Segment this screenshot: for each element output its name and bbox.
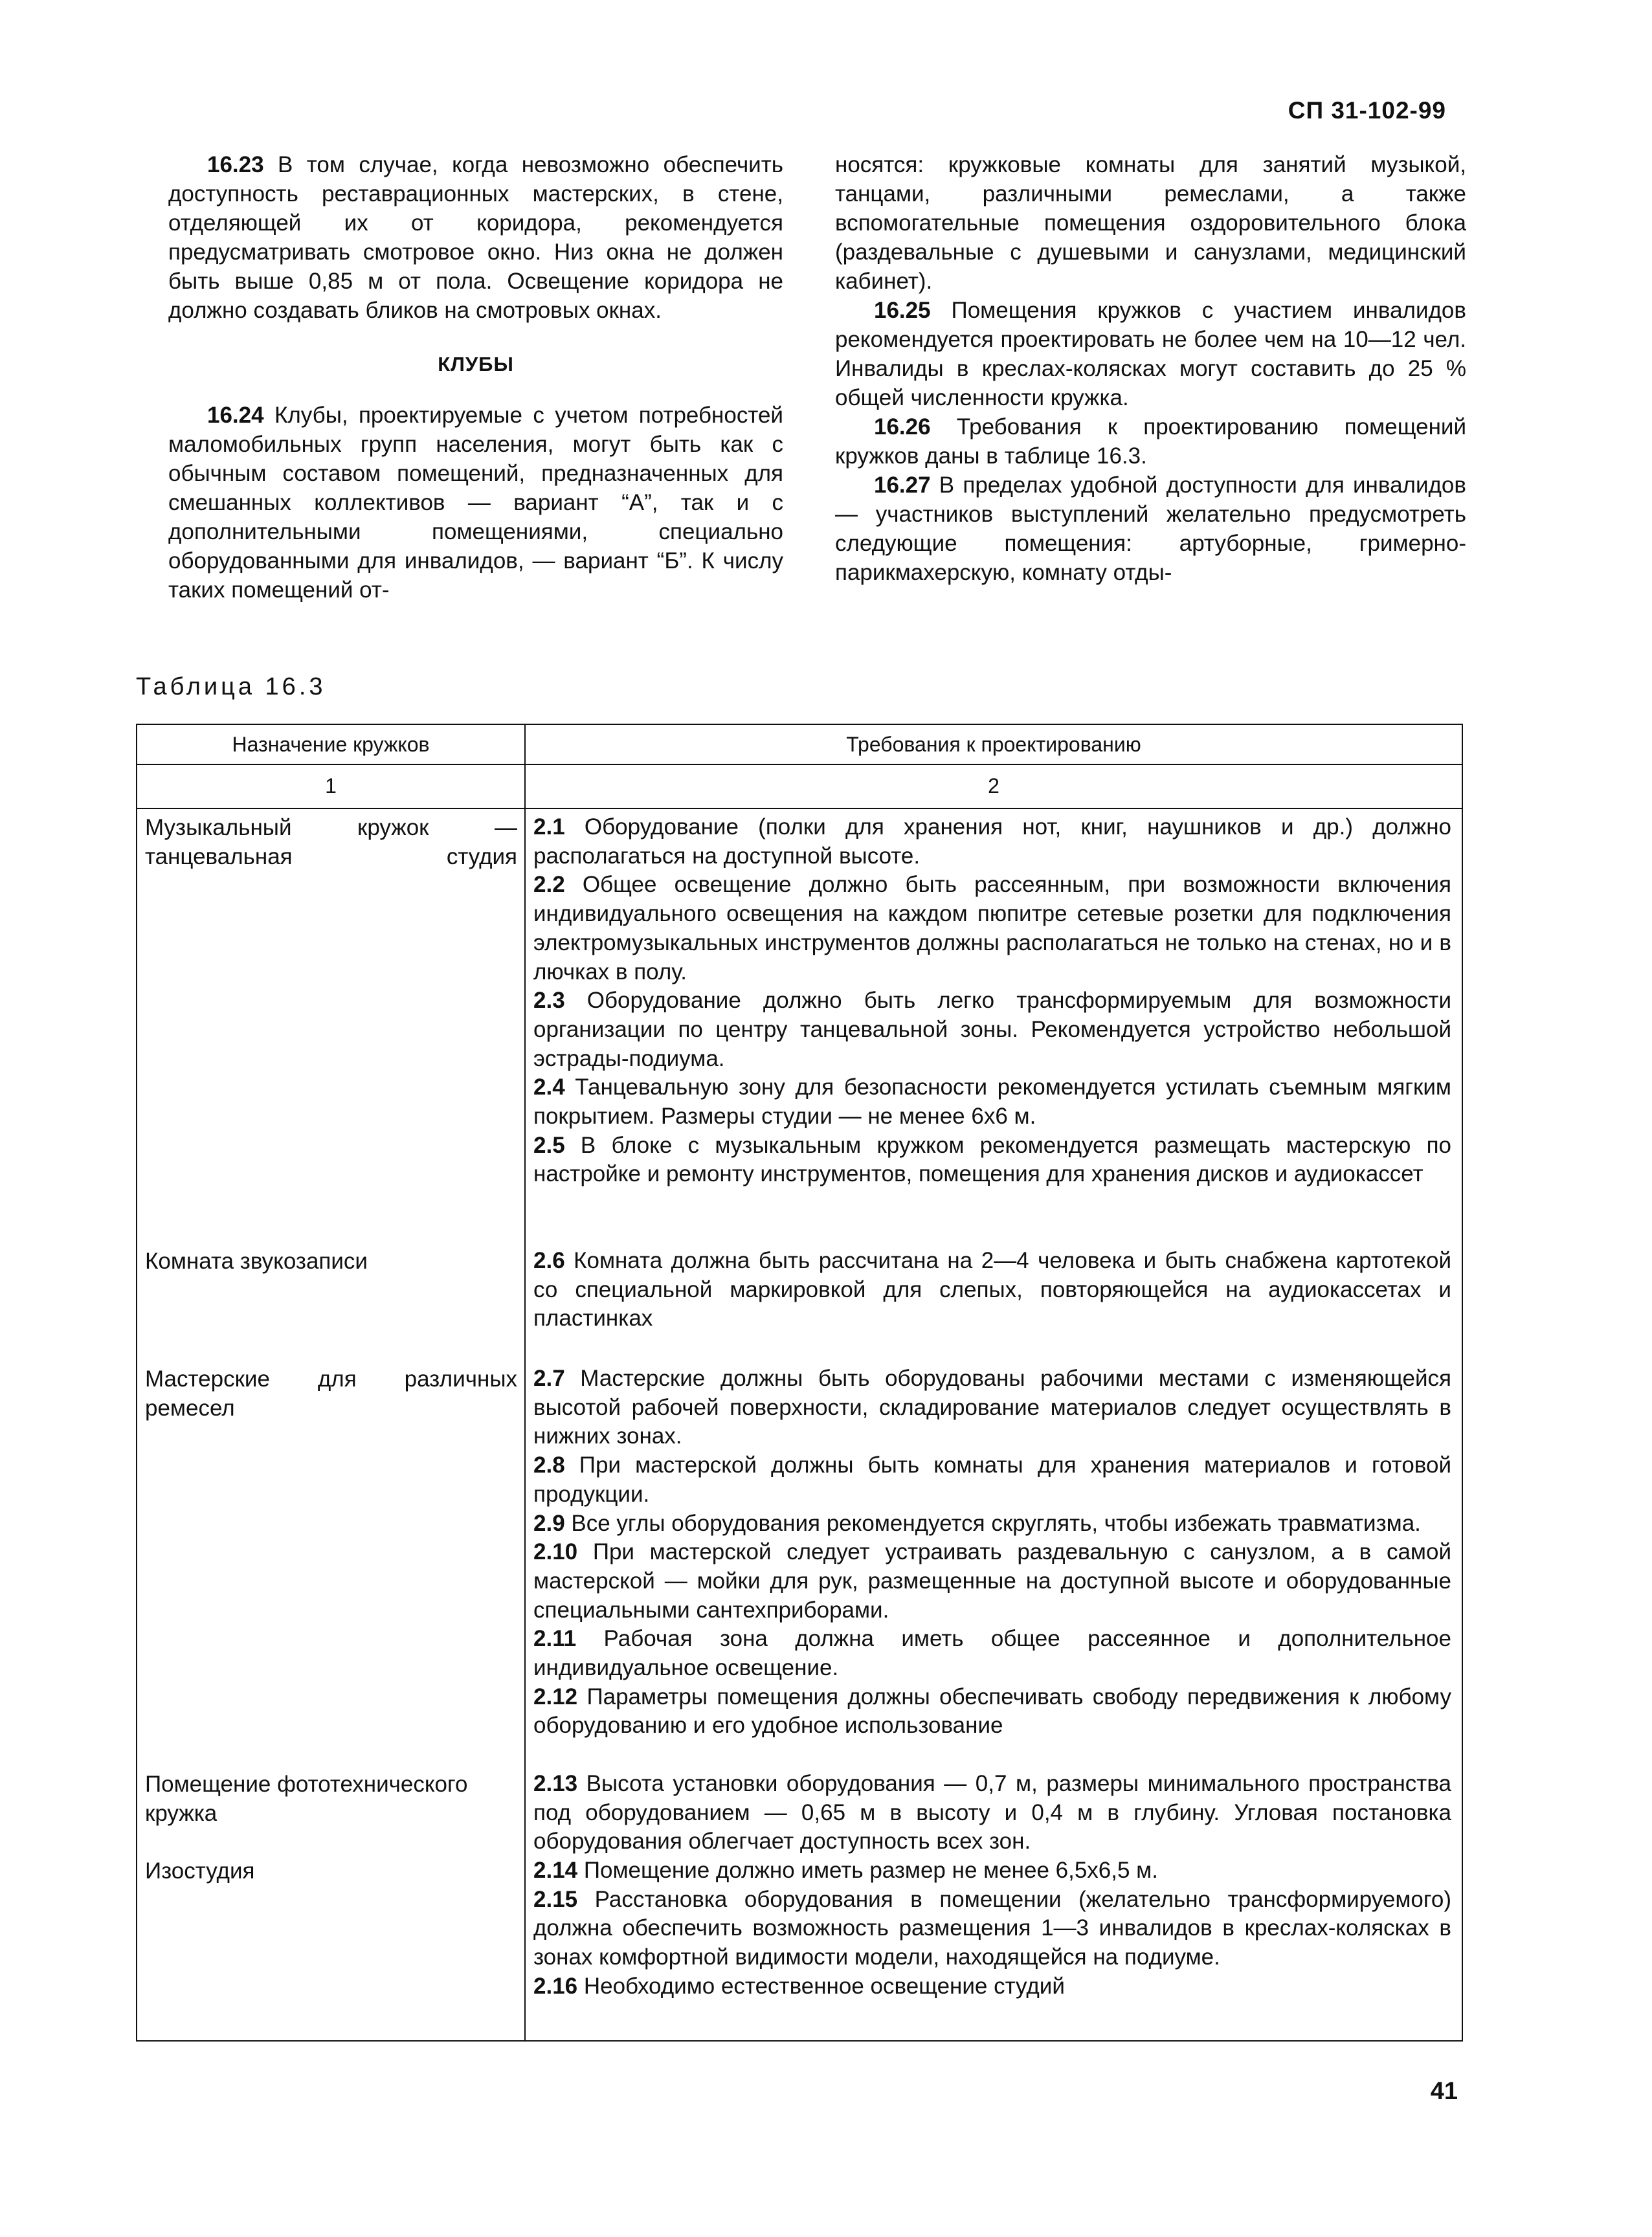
clause-number: 16.26 [874,414,931,440]
paragraph-16-25 [835,296,1466,412]
requirement-item: 2.9 Все углы оборудования рекомендуется скруглять, чтобы избежать травматизма. [533,1510,1421,1536]
requirement-item: 2.12 Параметры помещения должны обеспечивать свободу передвижения к любому оборудованию и его удобное использование [533,1684,1451,1739]
requirement-item: 2.4 Танцевальную зону для безопасности рекомендуется устилать съемным мягким покрытием. Размеры студии — не менее 6х6 м. [533,1074,1451,1130]
requirement-item: 2.16 Необходимо естественное освещение студий [533,1973,1065,1999]
paragraph-text: В том случае, когда невозможно обеспечить доступность реставрационных мастерских, в стене, отделяющей их от коридора, рекомендуется предусматривать смотровое окно. Низ окна не должен быть выше 0,85 м от пола. Освещение коридора не должно создавать бликов на смотровых окнах. [168,152,783,323]
row-label-music: Музыкальный кружок — танцевальная студия [145,815,517,869]
page-number: 41 [1430,2078,1458,2105]
left-column [168,150,783,605]
requirement-item: 2.14 Помещение должно иметь размер не менее 6,5х6,5 м. [533,1858,1158,1883]
paragraph-text: Требования к проектированию помещений кружков даны в таблице 16.3. [835,414,1466,469]
requirement-item: 2.10 При мастерской следует устраивать раздевальную с санузлом, а в самой мастерской — мойки для рук, размещенные на доступной высоте и оборудованные специальными сантехприборами. [533,1539,1451,1623]
row-label-recording: Комната звукозаписи [145,1249,368,1274]
requirement-item: 2.11 Рабочая зона должна иметь общее рассеянное и дополнительное индивидуальное освещение. [533,1626,1451,1681]
paragraph-text: Клубы, проектируемые с учетом потребностей маломобильных групп населения, могут быть как с обычным составом помещений, предназначенных для смешанных коллективов — вариант “А”, так и с дополнительными помещениями, специально оборудованными для инвалидов, — вариант “Б”. К числу таких помещений от- [168,403,783,603]
doc-code: СП 31-102-99 [1288,97,1446,124]
requirement-item: 2.8 При мастерской должны быть комнаты для хранения материалов и готовой продукции. [533,1452,1451,1507]
row-label-art-studio: Изостудия [145,1858,255,1884]
requirement-item: 2.5 В блоке с музыкальным кружком рекомендуется размещать мастерскую по настройке и ремонту инструментов, помещения для хранения дисков и аудиокассет [533,1132,1451,1187]
requirement-item: 2.6 Комната должна быть рассчитана на 2—4 человека и быть снабжена картотекой со специальной маркировкой для слепых, повторяющейся на аудиокассетах и пластинках [533,1248,1451,1331]
row-requirements-photo [533,1770,1451,1856]
paragraph-text: Помещения кружков с участием инвалидов рекомендуется проектировать не более чем на 10—12 чел. Инвалиды в креслах-колясках могут составить до 25 % общей численности кружка. [835,298,1466,410]
row-requirements-art-studio [533,1856,1451,2001]
paragraph-16-23 [168,150,783,325]
column-number-1: 1 [325,774,337,797]
requirements-table [136,724,1463,2042]
right-column [835,150,1466,587]
row-requirements-music [533,813,1451,1189]
row-label-photo: Помещение фототехнического кружка [145,1772,468,1826]
paragraph-16-27 [835,471,1466,587]
clause-number: 16.25 [874,298,931,323]
clause-number: 16.23 [207,152,264,177]
paragraph-16-24 [168,401,783,605]
requirement-item: 2.2 Общее освещение должно быть рассеянным, при возможности включения индивидуального освещения на каждом пюпитре сетевые розетки для подключения электромузыкальных инструментов должны располагаться не только на стенах, но и в лючках в полу. [533,872,1451,985]
row-requirements-recording [533,1247,1451,1333]
section-heading: КЛУБЫ [438,353,514,375]
clause-number: 16.27 [874,473,931,498]
row-label-workshops: Мастерские для различных ремесел [145,1366,517,1421]
requirement-item: 2.15 Расстановка оборудования в помещении (желательно трансформируемого) должна обеспечить возможность размещения 1—3 инвалидов в креслах-колясках в зонах комфортной видимости модели, находящейся на подиуме. [533,1886,1451,1970]
header-purpose: Назначение кружков [232,733,430,756]
table-caption: Таблица 16.3 [136,673,326,700]
requirement-item: 2.3 Оборудование должно быть легко трансформируемым для возможности организации по центру танцевальной зоны. Рекомендуется устройство небольшой эстрады-подиума. [533,988,1451,1071]
clause-number: 16.24 [207,403,264,428]
paragraph-16-26 [835,412,1466,471]
paragraph-text: В пределах удобной доступности для инвалидов — участников выступлений желательно предусмотреть следующие помещения: артуборные, гримерно-парикмахерскую, комнату отды- [835,473,1466,585]
header-requirements: Требования к проектированию [846,733,1141,756]
column-number-divider [137,808,1462,809]
requirement-item: 2.7 Мастерские должны быть оборудованы рабочими местами с изменяющейся высотой рабочей поверхности, складирование материалов следует осуществлять в нижних зонах. [533,1366,1451,1449]
requirement-item: 2.13 Высота установки оборудования — 0,7 м, размеры минимального пространства под оборудованием — 0,65 м в высоту и 0,4 м в глубину. Угловая постановка оборудования облегчает доступность всех зон. [533,1771,1451,1854]
requirement-item: 2.1 Оборудование (полки для хранения нот, книг, наушников и др.) должно располагаться на доступной высоте. [533,814,1451,869]
column-divider [524,725,526,2040]
row-requirements-workshops [533,1364,1451,1741]
column-number-2: 2 [988,774,999,797]
header-divider [137,764,1462,765]
paragraph-continuation: носятся: кружковые комнаты для занятий музыкой, танцами, различными ремеслами, а также вспомогательные помещения оздоровительного блока (раздевальные с душевыми и санузлами, медицинский кабинет). [835,152,1466,294]
